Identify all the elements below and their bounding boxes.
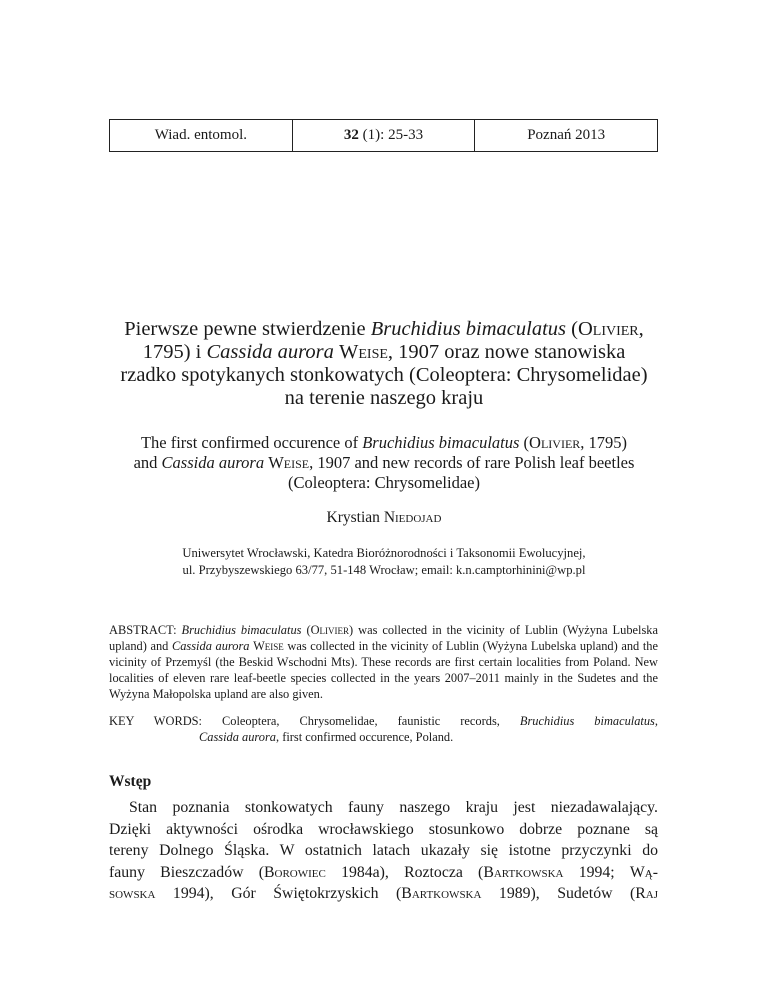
body-line-1: Stan poznania stonkowatych fauny naszego kraju jest niezadawalający. — [129, 799, 658, 816]
keywords-line-1: KEY WORDS: Coleoptera, Chrysomelidae, faunistic records, Bruchidius bimaculatus, — [109, 714, 658, 728]
title-en-line-1: The first confirmed occurence of Bruchidius bimaculatus (Olivier, 1795) — [140, 433, 628, 452]
journal-name-cell — [110, 120, 292, 151]
title-polish — [70, 318, 698, 410]
affiliation-line-2: ul. Przybyszewskiego 63/77, 51-148 Wrocław; email: k.n.camptorhinini@wp.pl — [182, 563, 586, 577]
place-year-cell — [474, 120, 657, 151]
abstract: ABSTRACT: Bruchidius bimaculatus (Olivier) was collected in the vicinity of Lublin (Wyżyna Lubelska upland) and Cassida aurora Weise was collected in the vicinity of Lublin (Wyżyna Lubelska upland) and the vicinity of Przemyśl (the Beskid Wschodni Mts). These records are first certain localities from Poland. New localities of eleven rare leaf-beetle species collected in the years 2007–2011 mainly in the Sudetes and the Wyżyna Małopolska upland are also given. — [109, 623, 658, 701]
volume-number: 32 — [343, 127, 359, 143]
title-en-line-2: and Cassida aurora Weise, 1907 and new records of rare Polish leaf beetles — [133, 453, 635, 472]
keywords-label: KEY WORDS: — [109, 714, 223, 728]
volume-cell — [292, 120, 475, 151]
title-en-line-3: (Coleoptera: Chrysomelidae) — [288, 473, 480, 492]
body-line-3: tereny Dolnego Śląska. W ostatnich latach ukazały się istotne przyczynki do — [109, 842, 658, 860]
title-pl-line-4: na terenie naszego kraju — [284, 387, 484, 409]
author-affiliation — [90, 545, 678, 579]
title-pl-line-3: rzadko spotykanych stonkowatych (Coleoptera: Chrysomelidae) — [120, 364, 648, 386]
keywords — [109, 713, 658, 745]
title-pl-line-1: Pierwsze pewne stwierdzenie Bruchidius bimaculatus (Olivier, — [124, 318, 644, 340]
title-pl-line-2: 1795) i Cassida aurora Weise, 1907 oraz nowe stanowiska — [142, 341, 626, 363]
journal-header-table — [109, 119, 658, 152]
journal-name: Wiad. entomol. — [154, 127, 247, 143]
body-line-2: Dzięki aktywności ośrodka wrocławskiego stosunkowo dobrze poznane są — [109, 820, 658, 838]
body-line-4: fauny Bieszczadów (Borowiec 1984a), Roztocza (Bartkowska 1994; Wą- — [109, 863, 658, 881]
affiliation-line-1: Uniwersytet Wrocławski, Katedra Bioróżnorodności i Taksonomii Ewolucyjnej, — [182, 546, 586, 560]
body-paragraph — [109, 797, 658, 905]
section-heading: Wstęp — [109, 773, 152, 790]
abstract-label: ABSTRACT: — [109, 623, 182, 637]
title-english — [90, 433, 678, 493]
body-line-5: sowska 1994), Gór Świętokrzyskich (Bartkowska 1989), Sudetów (Raj — [109, 885, 658, 903]
issue-pages: (1): 25-33 — [362, 127, 424, 143]
author-name: Krystian Niedojad — [326, 509, 442, 526]
keywords-line-2: Cassida aurora, first confirmed occurence, Poland. — [199, 730, 454, 744]
place-year: Poznań 2013 — [527, 127, 606, 143]
